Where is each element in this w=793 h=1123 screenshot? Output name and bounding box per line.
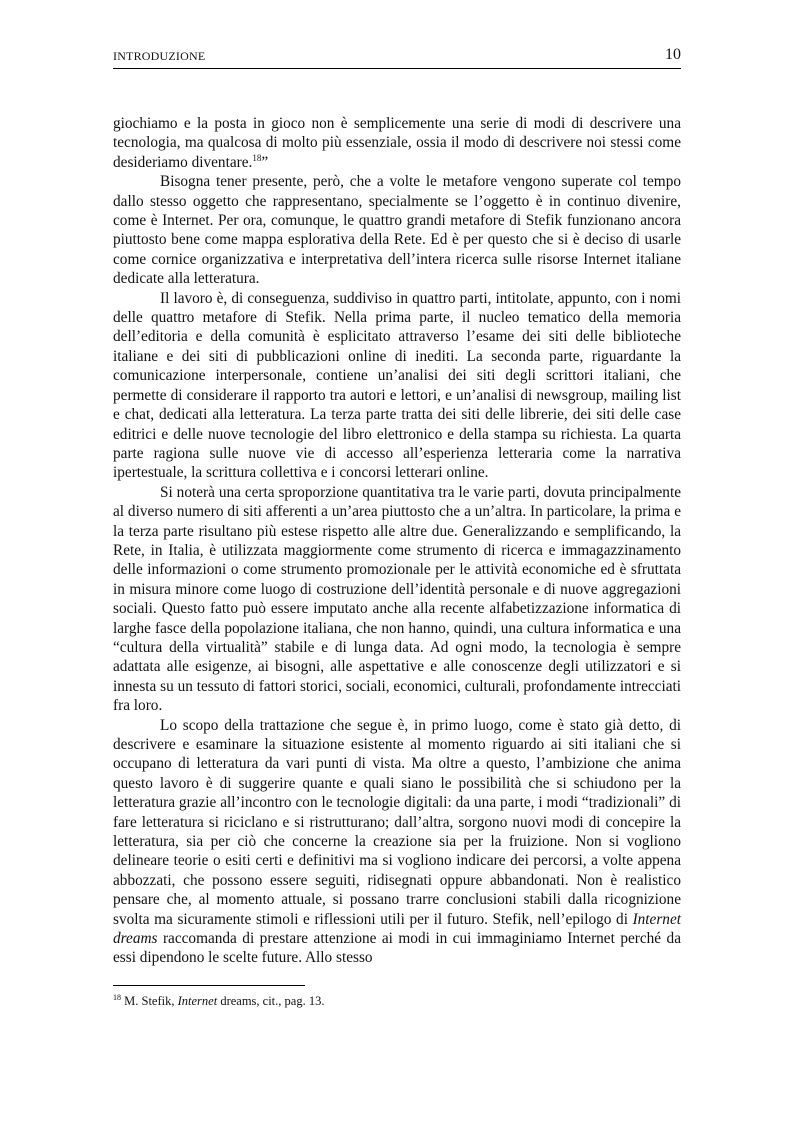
footnote-text-tail: dreams, cit., pag. 13. [217,994,325,1008]
footnote-text: M. Stefik, [121,994,178,1008]
paragraph [113,289,681,483]
paragraph [113,716,681,968]
paragraph-text: Il lavoro è, di conseguenza, suddiviso in quattro parti, intitolate, appunto, con i nomi delle quattro metafore di Stefik. Nella prima parte, il nucleo tematico della memoria dell’editoria e della comunità è esplicitato attraverso l’esame dei siti delle biblioteche italiane e dei siti di pubblicazioni online di inediti. La seconda parte, riguardante la comunicazione interpersonale, contiene un’analisi dei siti degli scrittori italiani, che permette di considerare il rapporto tra autori e lettori, e un’analisi di newsgroup, mailing list e chat, dedicati alla letteratura. La terza parte tratta dei siti delle librerie, dei siti delle case editrici e delle nuove tecnologie del libro elettronico e della stampa su richiesta. La quarta parte ragiona sulle nuove vie di accesso all’esperienza letteraria come la narrativa ipertestuale, la scrittura collettiva e i concorsi letterari online. [113,289,681,482]
paragraph-text: giochiamo e la posta in gioco non è semplicemente una serie di modi di descrivere una tecnologia, ma qualcosa di molto più essenziale, ossia il modo di descrivere noi stessi come desideriamo diventare. [113,115,681,171]
paragraph [113,172,681,288]
footnote-number: 18 [113,993,121,1002]
book-title: Internet dreams [113,910,681,948]
paragraph [113,483,681,716]
footnote-reference[interactable]: 18 [252,152,262,163]
footnote [113,993,681,1009]
running-header [113,48,681,69]
paragraph-text: Lo scopo della trattazione che segue è, in primo luogo, come è stato già detto, di descrivere e esaminare la situazione esistente al momento riguardo ai siti italiani che si occupano di letteratura da vari punti di vista. Ma oltre a questo, l’ambizione che anima questo lavoro è di suggerire quante e quali siano le possibilità che si schiudono per la letteratura grazie all’incontro con le tecnologie digitali: da una parte, i modi “tradizionali” di fare letteratura si riciclano e si ristrutturano; dall’altra, sorgono nuovi modi di concepire la letteratura, sia per ciò che concerne la creazione sia per la fruizione. Non si vogliono delineare teorie o esiti certi e definitivi ma si vogliono indicare dei percorsi, a volte appena abbozzati, che possono essere seguiti, ridisegnati oppure abbandonati. Non è realistico pensare che, al momento attuale, si possano trarre conclusioni stabili dalla ricognizione svolta ma sicuramente stimoli e riflessioni utili per il futuro. Stefik, nell’epilogo di [113,716,681,928]
paragraph-continuation [113,114,681,172]
page-number: 10 [665,46,681,63]
paragraph-text-tail: raccomanda di prestare attenzione ai modi in cui immaginiamo Internet perché da essi dipendono le scelte future. Allo stesso [113,930,681,967]
chapter-title: INTRODUZIONE [113,49,206,63]
closing-quote: ” [261,153,269,171]
footnote-separator [113,985,305,986]
paragraph-text: Si noterà una certa sproporzione quantitativa tra le varie parti, dovuta principalmente al diverso numero di siti afferenti a un’area piuttosto che a un’altra. In particolare, la prima e la terza parte risultano più estese rispetto alle altre due. Generalizzando e semplificando, la Rete, in Italia, è utilizzata maggiormente come strumento di ricerca e immagazzinamento delle informazioni o come strumento promozionale per le attività economiche ed è sfruttata in misura minore come luogo di costruzione dell’identità personale e di nuove aggregazioni sociali. Questo fatto può essere imputato anche alla recente alfabetizzazione informatica di larghe fasce della popolazione italiana, che non hanno, quindi, una cultura informatica e una “cultura della virtualità” stabile e di lunga data. Ad ogni modo, la tecnologia è sempre adattata alle esigenze, ai bisogni, alle aspettative e alle conoscenze degli utilizzatori e si innesta su un tessuto di fattori storici, sociali, economici, culturali, profondamente intrecciati fra loro. [113,483,681,715]
paragraph-text: Bisogna tener presente, però, che a volte le metafore vengono superate col tempo dallo stesso oggetto che rappresentano, specialmente se l’oggetto è in continuo divenire, come è Internet. Per ora, comunque, le quattro grandi metafore di Stefik funzionano ancora piuttosto bene come mappa esplorativa della Rete. Ed è per questo che si è deciso di usarle come cornice organizzativa e interpretativa dell’intera ricerca sulle risorse Internet italiane dedicate alla letteratura. [113,173,681,288]
body-text [113,114,681,968]
footnote-title: Internet [177,994,218,1008]
